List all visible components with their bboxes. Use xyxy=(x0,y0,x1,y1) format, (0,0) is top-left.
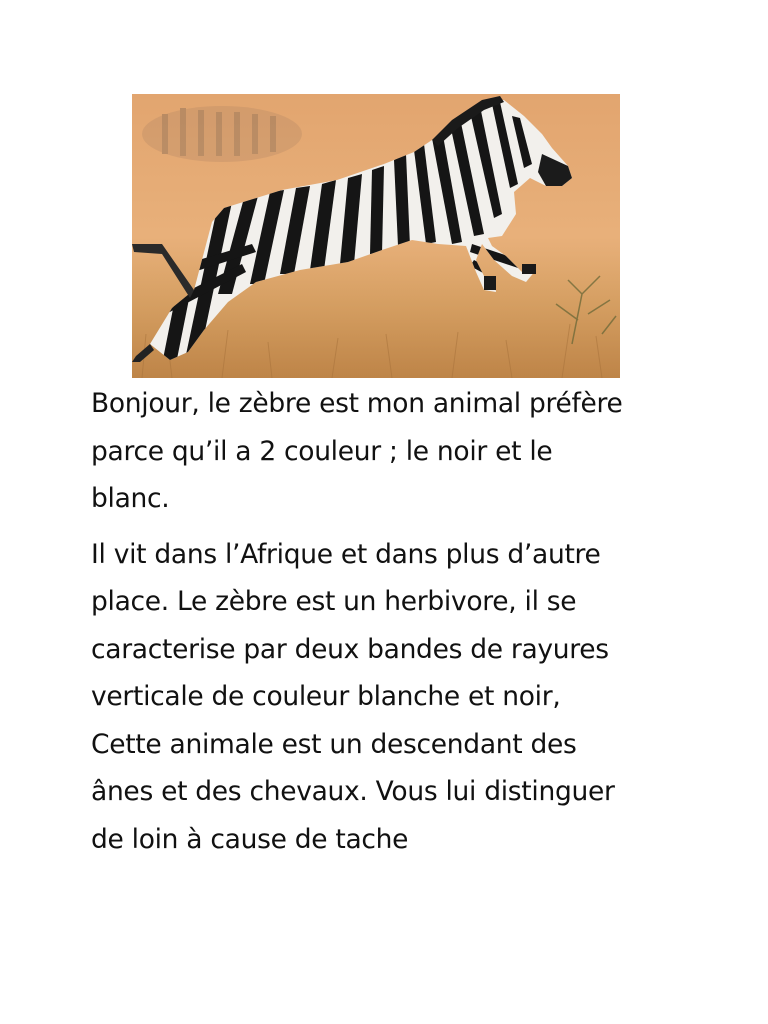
text-line: caracterise par deux bandes de rayures xyxy=(91,633,609,665)
zebra-photo xyxy=(132,94,620,378)
text-line: blanc. xyxy=(91,483,170,514)
text-line: place. Le zèbre est un herbivore, il se xyxy=(91,586,577,617)
text-line: Cette animale est un descendant des xyxy=(91,728,577,760)
text-line: ânes et des chevaux. Vous lui distinguer xyxy=(91,776,615,807)
text-line: Bonjour, le zèbre est mon animal préfère xyxy=(91,388,623,419)
zebra-image xyxy=(132,94,620,378)
text-line: Il vit dans l’Afrique et dans plus d’autre xyxy=(91,538,601,570)
body-text xyxy=(91,380,711,871)
text-line: verticale de couleur blanche et noir, xyxy=(91,681,561,712)
text-line: de loin à cause de tache xyxy=(91,823,409,855)
text-line: parce qu’il a 2 couleur ; le noir et le xyxy=(91,435,553,467)
paragraph-2 xyxy=(91,531,711,864)
paragraph-1 xyxy=(91,380,711,523)
